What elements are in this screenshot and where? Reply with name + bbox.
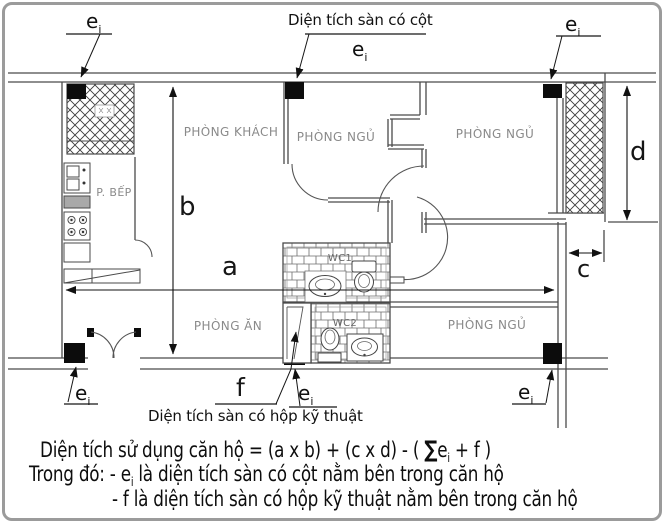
column-top-right xyxy=(543,84,562,98)
dim-label-b: b xyxy=(179,192,196,222)
column-top-left xyxy=(67,84,86,99)
leader-e-bottom-right xyxy=(546,370,552,403)
e-label-top-center: $e_i$ xyxy=(352,37,368,64)
room-label-bedroom-top-middle: PHÒNG NGỦ xyxy=(296,130,376,144)
column-top-center xyxy=(285,82,304,99)
stove xyxy=(64,212,90,240)
top-callout-label: Diện tích sàn có cột xyxy=(288,11,433,29)
dim-label-c: c xyxy=(577,255,591,283)
shaft-hatch-right xyxy=(566,83,603,213)
room-label-living: PHÒNG KHÁCH xyxy=(183,125,279,139)
formula-line-3: - f là diện tích sàn có hộp kỹ thuật nằm bên trong căn hộ xyxy=(112,487,578,511)
e-label-bottom-center: $e_i$ xyxy=(298,381,314,408)
room-label-dining: PHÒNG ĂN xyxy=(193,319,263,333)
e-label-top-right: $e_i$ xyxy=(565,12,581,39)
column-bottom-left xyxy=(64,343,85,363)
room-label-kitchen: P. BẾP xyxy=(96,186,132,199)
sigma-symbol: ∑ xyxy=(424,437,438,463)
room-label-bedroom-bottom-right: PHÒNG NGỦ xyxy=(447,318,527,332)
wc2-sink xyxy=(352,338,378,356)
door-arcs xyxy=(91,164,448,358)
room-label-wc2: WC2 xyxy=(332,318,358,329)
room-label-wc1: WC1 xyxy=(327,253,353,264)
room-label-bedroom-top-right: PHÒNG NGỦ xyxy=(455,127,535,141)
formula-line-2: Trong đó: - $e_i$ là diện tích sàn có cột nằm bên trong căn hộ xyxy=(29,462,504,490)
formula-line-1: Diện tích sử dụng căn hộ = (a x b) + (c x d) - ( $\sum e_i + f$ ) xyxy=(40,437,491,466)
dim-label-d: d xyxy=(630,137,647,167)
hatched-areas xyxy=(67,83,603,213)
e-label-bottom-right: $e_i$ xyxy=(518,380,534,407)
e-label-bottom-left: $e_i$ xyxy=(75,381,91,408)
leader-e-top-left xyxy=(81,34,100,77)
kitchen-fixtures xyxy=(64,163,140,283)
column-bottom-right xyxy=(543,343,562,364)
dim-label-a: a xyxy=(222,252,238,282)
e-label-top-left: $e_i$ xyxy=(86,9,102,36)
f-label: f xyxy=(236,373,245,402)
bottom-callout-label: Diện tích sàn có hộp kỹ thuật xyxy=(148,407,363,425)
wc1-toilet-tank xyxy=(352,261,376,272)
leader-column-callout xyxy=(297,34,309,78)
wc1-toilet xyxy=(355,272,374,292)
wc2-toilet xyxy=(321,328,339,350)
